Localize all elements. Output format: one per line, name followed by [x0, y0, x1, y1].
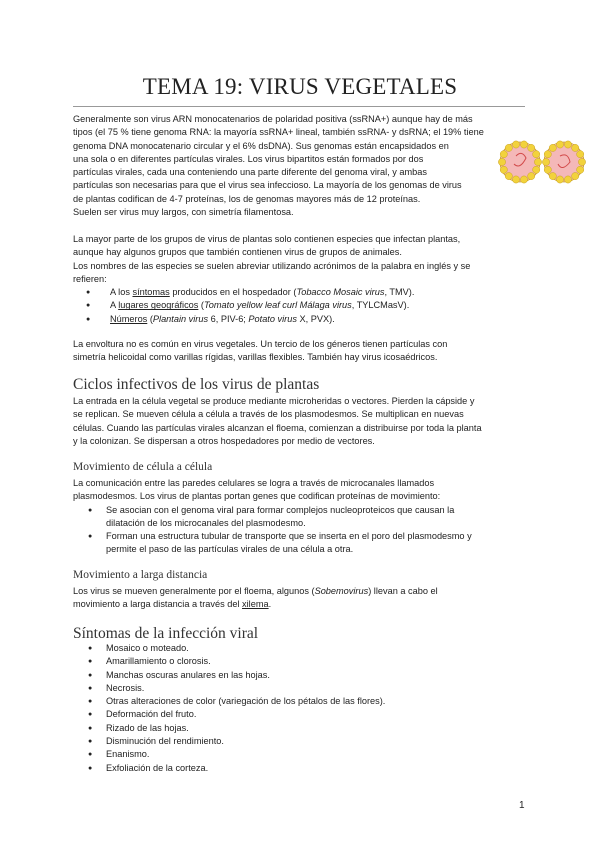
- symptom-item: ● Exfoliación de la corteza.: [73, 762, 525, 775]
- symptom-item: ● Disminución del rendimiento.: [73, 735, 525, 748]
- symptom-item: ● Mosaico o moteado.: [73, 642, 525, 655]
- para-line: células. Cuando las partículas virales alcanzan el floema, comienzan a distribuirse por toda la planta: [73, 422, 482, 433]
- intro-line: Generalmente son virus ARN monocatenarios de polaridad positiva (ssRNA+) aunque hay de más: [73, 114, 473, 124]
- cycles-paragraph: [73, 395, 525, 448]
- intro-line: partículas virales, cada una conteniendo una parte diferente del genoma viral, y ambas: [73, 167, 427, 178]
- section-heading-cycles: Ciclos infectivos de los virus de plantas: [73, 376, 320, 393]
- capsomer: [577, 166, 584, 173]
- list-item: ● Forman una estructura tubular de transporte que se inserta en el poro del plasmodesmo y permite el paso de las partículas virales de una célula a otra.: [73, 530, 525, 557]
- para-line: movimiento a larga distancia a través del xilema.: [73, 599, 272, 610]
- capsomer: [528, 173, 535, 180]
- para-line: La comunicación entre las paredes celulares se logra a través de microcanales llamados: [73, 478, 435, 488]
- page-title: TEMA 19: VIRUS VEGETALES: [142, 74, 458, 99]
- symptoms-block: [73, 642, 525, 775]
- para-line: La mayor parte de los grupos de virus de plantas solo contienen especies que infectan plantas,: [73, 234, 461, 244]
- para-line: aunque hay algunos grupos que también contienen virus de grupos de animales.: [73, 247, 402, 258]
- intro-line: tipos (el 75 % tiene genoma RNA: la mayoría ssRNA+ lineal, también ssRNA- y dsRNA; el 19% tiene: [73, 127, 484, 138]
- para-line: Los virus se mueven generalmente por el floema, algunos (Sobemovirus) llevan a cabo el: [73, 586, 438, 596]
- capsomer: [533, 166, 540, 173]
- capsomer: [556, 141, 563, 148]
- capsomer: [534, 158, 541, 165]
- para-line: plasmodesmos. Los virus de plantas portan genes que codifican proteínas de movimiento:: [73, 491, 441, 502]
- intro-line: una sola o en diferentes partículas virales. Los virus bipartitos están formados por dos: [73, 153, 424, 164]
- symptom-item: ● Rizado de las hojas.: [73, 722, 525, 735]
- capsomer: [544, 166, 551, 173]
- long-distance-paragraph: [73, 585, 525, 612]
- intro-line: Suelen ser virus muy largos, con simetría filamentosa.: [73, 207, 294, 218]
- symptom-item: ● Amarillamiento o clorosis.: [73, 655, 525, 668]
- capsomer: [549, 173, 556, 180]
- naming-paragraph: [73, 233, 525, 326]
- para-line: se replican. Se mueven célula a célula a través de los plasmodesmos. Se multiplican en nuevas: [73, 409, 464, 420]
- para-line: simetría helicoidal como varillas rígidas, varillas flexibles. También hay virus icosaédricos.: [73, 352, 438, 363]
- symptom-item: ● Necrosis.: [73, 682, 525, 695]
- symptom-item: ● Enanismo.: [73, 748, 525, 761]
- section-heading-symptoms: Síntomas de la infección viral: [73, 625, 259, 642]
- capsomer: [578, 158, 585, 165]
- title-divider: [73, 106, 525, 107]
- capsomer: [528, 144, 535, 151]
- list-item: ● Se asocian con el genoma viral para formar complejos nucleoproteicos que causan la dilatación de los microcanales del plasmodesmo.: [73, 504, 525, 531]
- subheading-long-distance: Movimiento a larga distancia: [73, 569, 208, 581]
- intro-line: de plantas codifican de 4-7 proteínas, los de genomas mayores más de 12 proteínas.: [73, 193, 421, 204]
- list-item: ● Números (Plantain virus 6, PIV-6; Potato virus X, PVX).: [73, 313, 525, 326]
- cell-movement-paragraph: [73, 477, 525, 557]
- para-line: Los nombres de las especies se suelen abreviar utilizando acrónimos de la palabra en inglés y se: [73, 260, 471, 271]
- virus-capsid-right: [542, 141, 585, 183]
- capsomer: [556, 176, 563, 183]
- para-line: refieren:: [73, 273, 107, 284]
- para-line: La envoltura no es común en virus vegetales. Un tercio de los géneros tienen partículas con: [73, 339, 448, 349]
- capsomer: [549, 144, 556, 151]
- naming-list: [73, 286, 525, 326]
- capsomer: [577, 151, 584, 158]
- intro-paragraph: [73, 113, 525, 219]
- capsomer: [572, 144, 579, 151]
- symptoms-list: [73, 642, 525, 775]
- symptom-item: ● Deformación del fruto.: [73, 708, 525, 721]
- page-number: 1: [519, 800, 525, 811]
- capsomer: [542, 158, 549, 165]
- para-line: La entrada en la célula vegetal se produce mediante microheridas o vectores. Pierden la cápside y: [73, 396, 475, 406]
- list-item: ● A los síntomas producidos en el hospedador (Tobacco Mosaic virus, TMV).: [73, 286, 525, 299]
- list-item: ● A lugares geográficos (Tomato yellow leaf curl Málaga virus, TYLCMasV).: [73, 299, 525, 312]
- envelope-paragraph: [73, 338, 525, 365]
- capsomer: [564, 141, 571, 148]
- para-line: y la colonizan. Se dispersan a otros hospedadores por medio de vectores.: [73, 435, 375, 446]
- subheading-cell-movement: Movimiento de célula a célula: [73, 461, 213, 473]
- movement-protein-list: [73, 504, 525, 557]
- intro-line: partículas son necesarias para que el virus sea infeccioso. La mayoría de los genomas de virus: [73, 180, 462, 191]
- capsomer: [533, 151, 540, 158]
- symptom-item: ● Manchas oscuras anulares en las hojas.: [73, 669, 525, 682]
- symptom-item: ● Otras alteraciones de color (variegación de los pétalos de las flores).: [73, 695, 525, 708]
- intro-line: genoma DNA monocatenario circular y el 6% dsDNA). Sus genomas están encapsidados en: [73, 140, 449, 151]
- capsomer: [544, 151, 551, 158]
- capsomer: [572, 173, 579, 180]
- capsomer: [564, 176, 571, 183]
